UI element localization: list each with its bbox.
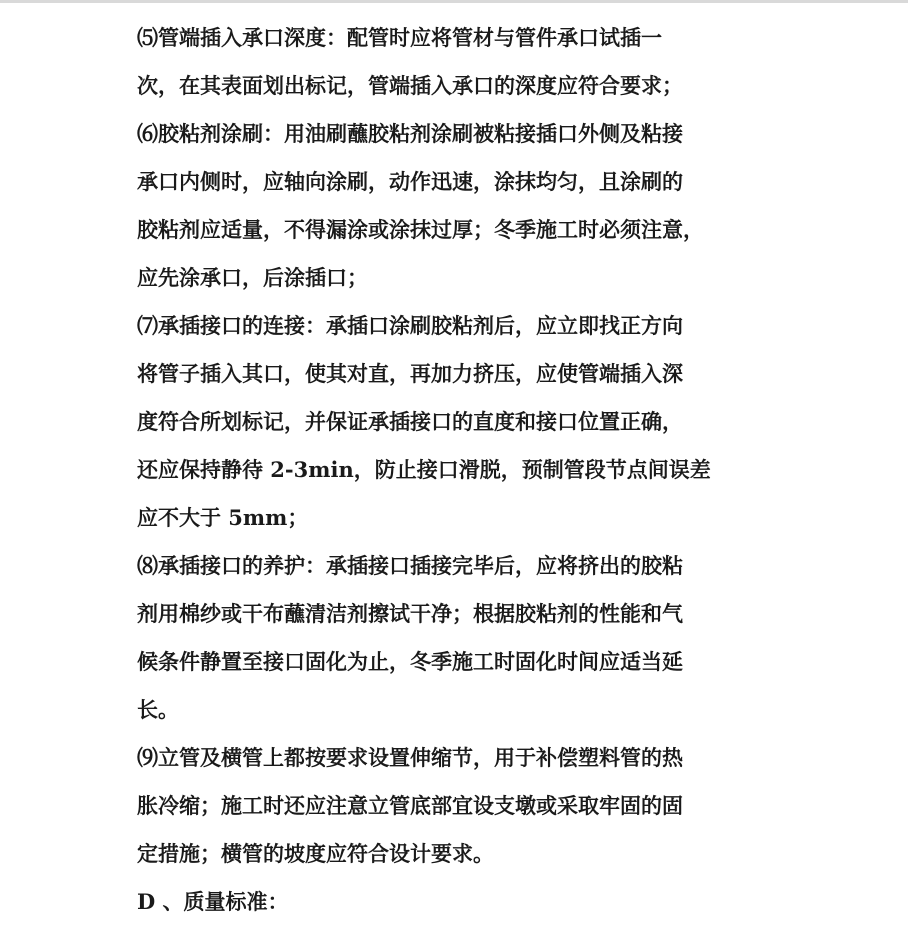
text-line: ⑻承插接口的养护：承插接口插接完毕后，应将挤出的胶粘 [137, 553, 683, 578]
text-line: ⑸管端插入承口深度：配管时应将管材与管件承口试插一 [137, 25, 662, 50]
text-line: ⑼立管及横管上都按要求设置伸缩节，用于补偿塑料管的热 [137, 745, 683, 770]
text-line: 还应保持静待 2-3min，防止接口滑脱，预制管段节点间误差 [137, 457, 711, 482]
text-line: 承口内侧时，应轴向涂刷，动作迅速，涂抹均匀，且涂刷的 [137, 169, 683, 194]
section-heading: D 、质量标准： [137, 889, 289, 914]
text-line: 剂用棉纱或干布蘸清洁剂擦试干净；根据胶粘剂的性能和气 [137, 601, 683, 626]
text-line: 度符合所划标记，并保证承插接口的直度和接口位置正确， [137, 409, 683, 434]
text-line: 应先涂承口，后涂插口； [137, 265, 368, 290]
document-page [137, 14, 787, 926]
text-line: 次，在其表面划出标记，管端插入承口的深度应符合要求； [137, 73, 683, 98]
text-line: 胶粘剂应适量，不得漏涂或涂抹过厚；冬季施工时必须注意， [137, 217, 704, 242]
text-line: 候条件静置至接口固化为止，冬季施工时固化时间应适当延 [137, 649, 683, 674]
text-line: 应不大于 5mm； [137, 505, 309, 530]
text-line: ⑺承插接口的连接：承插口涂刷胶粘剂后，应立即找正方向 [137, 313, 683, 338]
text-line: 将管子插入其口，使其对直，再加力挤压，应使管端插入深 [137, 361, 683, 386]
text-line: 长。 [137, 697, 179, 722]
text-line: 定措施；横管的坡度应符合设计要求。 [137, 841, 494, 866]
text-line: 胀冷缩；施工时还应注意立管底部宜设支墩或采取牢固的固 [137, 793, 683, 818]
top-border [0, 0, 908, 3]
text-line: ⑹胶粘剂涂刷：用油刷蘸胶粘剂涂刷被粘接插口外侧及粘接 [137, 121, 683, 146]
